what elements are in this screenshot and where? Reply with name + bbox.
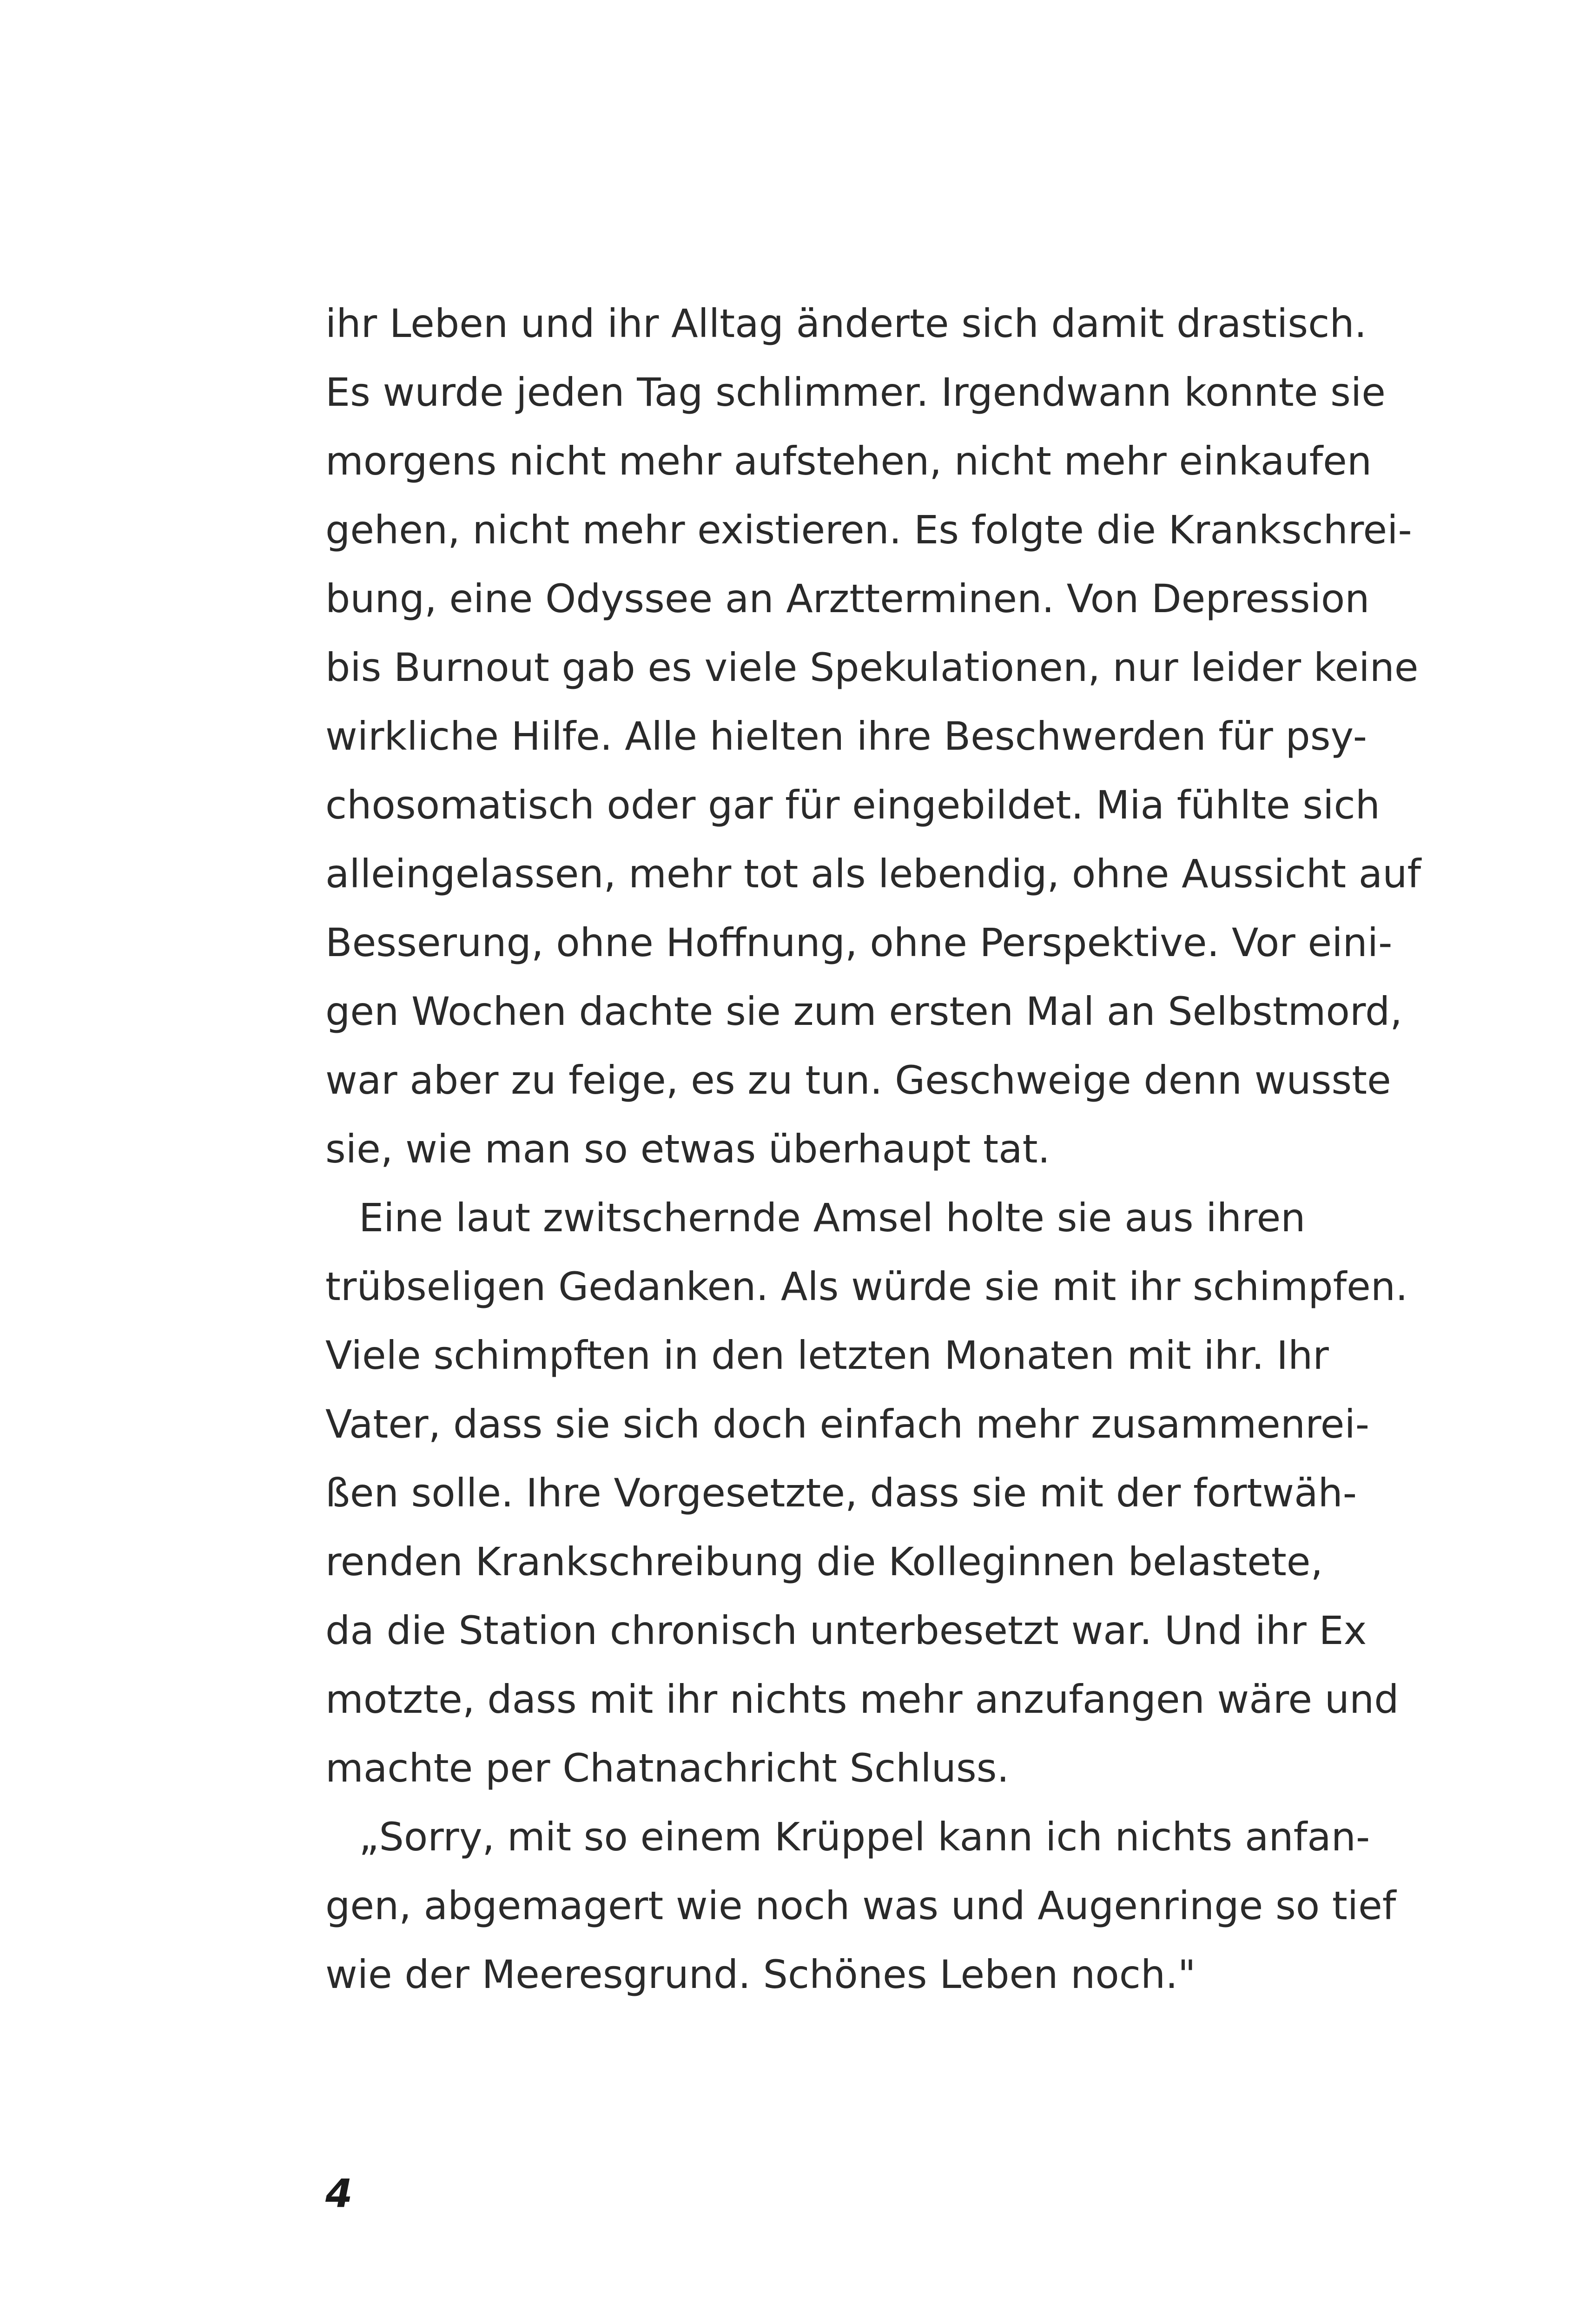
text-line: Vater, dass sie sich doch einfach mehr zusammenrei- [325, 1401, 1370, 1447]
text-line: gen Wochen dachte sie zum ersten Mal an Selbstmord, [325, 989, 1402, 1034]
text-line: renden Krankschreibung die Kolleginnen belastete, [325, 1539, 1323, 1585]
text-line: alleingelassen, mehr tot als lebendig, ohne Aussicht auf [325, 851, 1421, 897]
text-line: trübseligen Gedanken. Als würde sie mit ihr schimpfen. [325, 1264, 1408, 1309]
text-line: bung, eine Odyssee an Arztterminen. Von Depression [325, 576, 1370, 621]
text-line: chosomatisch oder gar für eingebildet. Mia fühlte sich [325, 782, 1380, 828]
text-line: wirkliche Hilfe. Alle hielten ihre Beschwerden für psy- [325, 713, 1367, 759]
page-number: 4 [325, 2171, 353, 2216]
text-line: ßen solle. Ihre Vorgesetzte, dass sie mit der fortwäh- [325, 1470, 1357, 1516]
text-line: „Sorry, mit so einem Krüppel kann ich nichts anfan- [359, 1814, 1370, 1860]
text-line: gen, abgemagert wie noch was und Augenringe so tief [325, 1883, 1396, 1928]
text-line: Besserung, ohne Hoffnung, ohne Perspektive. Vor eini- [325, 920, 1393, 965]
text-line: gehen, nicht mehr existieren. Es folgte die Krankschrei- [325, 507, 1412, 553]
body-text [325, 289, 1421, 2009]
text-line: sie, wie man so etwas überhaupt tat. [325, 1126, 1050, 1172]
text-line: da die Station chronisch unterbesetzt war. Und ihr Ex [325, 1608, 1367, 1653]
text-line: bis Burnout gab es viele Spekulationen, nur leider keine [325, 645, 1419, 690]
text-line: morgens nicht mehr aufstehen, nicht mehr einkaufen [325, 438, 1372, 484]
text-line: Viele schimpften in den letzten Monaten mit ihr. Ihr [325, 1333, 1329, 1378]
text-line: Es wurde jeden Tag schlimmer. Irgendwann konnte sie [325, 370, 1386, 415]
text-line: machte per Chatnachricht Schluss. [325, 1745, 1010, 1791]
text-line: motzte, dass mit ihr nichts mehr anzufangen wäre und [325, 1677, 1399, 1722]
text-line: war aber zu feige, es zu tun. Geschweige denn wusste [325, 1057, 1391, 1103]
text-line: Eine laut zwitschernde Amsel holte sie aus ihren [359, 1195, 1306, 1241]
text-line: ihr Leben und ihr Alltag änderte sich damit drastisch. [325, 301, 1367, 346]
text-line: wie der Meeresgrund. Schönes Leben noch." [325, 1952, 1196, 1997]
